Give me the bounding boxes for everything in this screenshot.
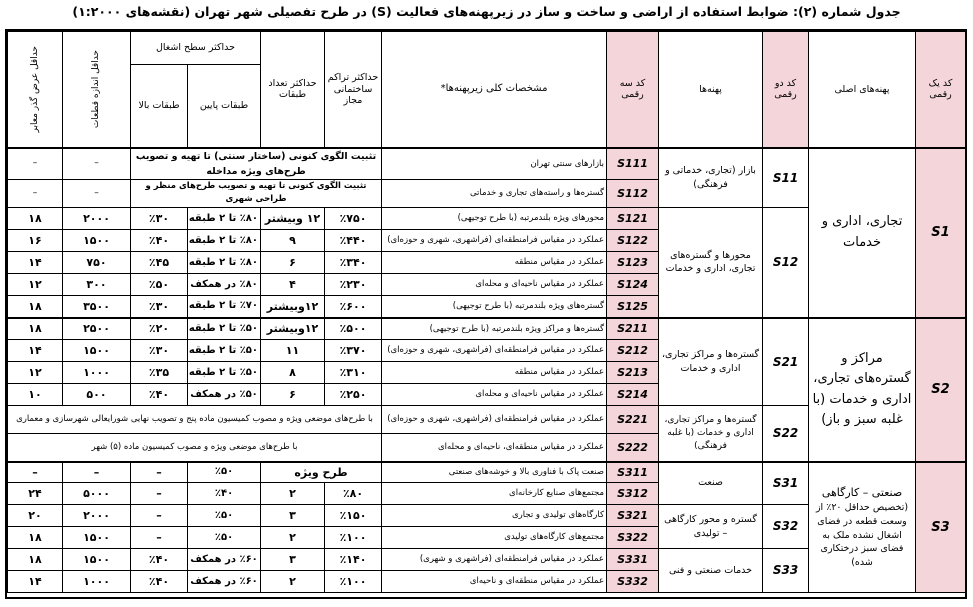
row-code: S214 <box>607 384 659 406</box>
zone-code-s32: S32 <box>763 505 809 549</box>
row-desc: صنعت پاک با فناوری بالا و خوشه‌های صنعتی <box>382 462 607 483</box>
row-lot: ۱۵۰۰ <box>63 340 131 362</box>
row-upper: – <box>131 483 188 505</box>
zone-code-s31: S31 <box>763 462 809 505</box>
row-lot: ۵۰۰ <box>63 384 131 406</box>
row-upper: ٪۳۰ <box>131 340 188 362</box>
row-lot: ۲۰۰۰ <box>63 208 131 230</box>
zone-name-s31: صنعت <box>659 462 763 505</box>
row-lot: – <box>63 148 131 180</box>
row-upper: ٪۳۵ <box>131 362 188 384</box>
row-width: ۱۸ <box>8 296 63 318</box>
row-code: S123 <box>607 252 659 274</box>
row-desc: کارگاه‌های تولیدی و تجاری <box>382 505 607 527</box>
group-code-s3: S3 <box>916 462 966 593</box>
row-desc: عملکرد در مقیاس فرامنطقه‌ای (فراشهری، شهری و حوزه‌ای) <box>382 230 607 252</box>
note-s112: تثبیت الگوی کنونی تا تهیه و تصویب طرح‌های منظر و طراحی شهری <box>131 179 382 207</box>
row-upper: ٪۴۰ <box>131 230 188 252</box>
row-upper: ٪۴۵ <box>131 252 188 274</box>
header-min-width: حداقل عرض گذر معابر <box>8 32 63 148</box>
zone-name-s22: گستره‌ها و مراکز تجاری، اداری و خدمات (با غلبه فرهنگی) <box>659 406 763 462</box>
row-lower: ٪۵۰ <box>188 527 261 549</box>
row-floors: ۳ <box>261 549 325 571</box>
row-desc: عملکرد در مقیاس فرامنطقه‌ای (فراشهری و شهری) <box>382 549 607 571</box>
row-lot: ۲۵۰۰ <box>63 318 131 340</box>
row-floors: ۲ <box>261 527 325 549</box>
row-code: S221 <box>607 406 659 434</box>
row-width: ۱۶ <box>8 230 63 252</box>
header-code3: کد سه رقمی <box>607 32 659 148</box>
zone-code-s33: S33 <box>763 549 809 593</box>
row-code: S121 <box>607 208 659 230</box>
row-code: S211 <box>607 318 659 340</box>
row-lower: ٪۵۰ تا ۲ طبقه <box>188 362 261 384</box>
row-width: ۱۰ <box>8 384 63 406</box>
row-density: ٪۱۰۰ <box>325 527 382 549</box>
header-floors: حداکثر تعداد طبقات <box>261 32 325 148</box>
row-density: ٪۳۴۰ <box>325 252 382 274</box>
row-density: ٪۳۱۰ <box>325 362 382 384</box>
row-width: ۱۸ <box>8 208 63 230</box>
row-width: ۲۰ <box>8 505 63 527</box>
row-desc: عملکرد در مقیاس منطقه‌ای، ناحیه‌ای و محله‌ای <box>382 434 607 462</box>
row-floors: ۲ <box>261 483 325 505</box>
header-min-lot: حداقل اندازه قطعات <box>63 32 131 148</box>
row-lower: ٪۴۰ <box>188 483 261 505</box>
row-code: S332 <box>607 571 659 593</box>
row-desc: محورهای ویژه بلندمرتبه (با طرح توجیهی) <box>382 208 607 230</box>
header-lower-floors: طبقات پایین <box>188 65 261 148</box>
note-s111: تثبیت الگوی کنونی (ساختار سنتی) تا تهیه و تصویب طرح‌های ویژه مداخله <box>131 148 382 180</box>
row-width: ۱۴ <box>8 252 63 274</box>
row-upper: – <box>131 527 188 549</box>
row-lower: ٪۷۰ تا ۲ طبقه <box>188 296 261 318</box>
row-upper: ٪۳۰ <box>131 208 188 230</box>
row-upper: – <box>131 462 188 483</box>
group-cell-s3 <box>809 462 916 593</box>
row-width: ۱۲ <box>8 274 63 296</box>
row-floors: ۲ <box>261 571 325 593</box>
group-name-s2: مراکز و گستره‌های تجاری، اداری و خدمات (با غلبه سبز و باز) <box>809 318 916 462</box>
row-upper: ٪۵۰ <box>131 274 188 296</box>
zone-name-s12: محورها و گستره‌های تجاری، اداری و خدمات <box>659 208 763 318</box>
row-width: ۱۸ <box>8 549 63 571</box>
row-lower: ٪۶۰ در همکف <box>188 571 261 593</box>
row-lower: ٪۵۰ تا ۲ طبقه <box>188 318 261 340</box>
zone-code-s11: S11 <box>763 148 809 208</box>
row-lower: ٪۵۰ <box>188 462 261 483</box>
row-lot: ۲۰۰۰ <box>63 505 131 527</box>
row-lot: ۵۰۰۰ <box>63 483 131 505</box>
row-density: ٪۲۳۰ <box>325 274 382 296</box>
row-lot: ۳۵۰۰ <box>63 296 131 318</box>
row-code: S322 <box>607 527 659 549</box>
row-code: S124 <box>607 274 659 296</box>
header-occupancy: حداکثر سطح اشغال <box>131 32 261 65</box>
row-code: S222 <box>607 434 659 462</box>
row-density: ٪۱۴۰ <box>325 549 382 571</box>
row-upper: ٪۲۰ <box>131 318 188 340</box>
row-desc: گستره‌ها و راسته‌های تجاری و خدماتی <box>382 179 607 207</box>
note-s221: با طرح‌های موضعی ویژه و مصوب کمیسیون ماده پنج و تصویب نهایی شورایعالی شهرسازی و معماری <box>8 406 382 434</box>
note-s222: با طرح‌های موضعی ویژه و مصوب کمیسیون ماده (۵) شهر <box>8 434 382 462</box>
row-desc: عملکرد در مقیاس منطقه <box>382 362 607 384</box>
row-width: – <box>8 462 63 483</box>
row-density: ٪۴۴۰ <box>325 230 382 252</box>
row-desc: مجتمع‌های صنایع کارخانه‌ای <box>382 483 607 505</box>
row-code: S321 <box>607 505 659 527</box>
row-density: ٪۶۰۰ <box>325 296 382 318</box>
group-code-s1: S1 <box>916 148 966 318</box>
row-desc: مجتمع‌های کارگاه‌های تولیدی <box>382 527 607 549</box>
row-floors: ۱۱ <box>261 340 325 362</box>
row-desc: بازارهای سنتی تهران <box>382 148 607 180</box>
row-upper: ٪۴۰ <box>131 384 188 406</box>
row-width: ۱۴ <box>8 340 63 362</box>
row-desc: عملکرد در مقیاس ناحیه‌ای و محله‌ای <box>382 274 607 296</box>
row-desc: عملکرد در مقیاس منطقه‌ای و ناحیه‌ای <box>382 571 607 593</box>
row-floors: ۱۲ وبیشتر <box>261 208 325 230</box>
zone-name-s21: گستره‌ها و مراکز تجاری، اداری و خدمات <box>659 318 763 406</box>
row-lower: ٪۵۰ <box>188 505 261 527</box>
row-lower: ٪۸۰ تا ۲ طبقه <box>188 230 261 252</box>
row-floors: ۹ <box>261 230 325 252</box>
row-width: ۱۲ <box>8 362 63 384</box>
row-width: – <box>8 179 63 207</box>
row-lot: – <box>63 462 131 483</box>
row-width: ۱۴ <box>8 571 63 593</box>
row-lower: ٪۵۰ تا ۲ طبقه <box>188 340 261 362</box>
row-code: S112 <box>607 179 659 207</box>
row-upper: – <box>131 505 188 527</box>
row-density: ٪۳۷۰ <box>325 340 382 362</box>
row-lower: ٪۸۰ تا ۲ طبقه <box>188 252 261 274</box>
row-floors: ۱۲وبیشتر <box>261 296 325 318</box>
row-upper: ٪۳۰ <box>131 296 188 318</box>
row-code: S213 <box>607 362 659 384</box>
row-lower: ٪۵۰ در همکف <box>188 384 261 406</box>
row-desc: گستره‌ها و مراکز ویژه بلندمرتبه (با طرح توجیهی) <box>382 318 607 340</box>
zone-name-s11: بازار (تجاری، خدماتی و فرهنگی) <box>659 148 763 208</box>
row-lot: ۱۵۰۰ <box>63 549 131 571</box>
header-code1: کد یک رقمی <box>916 32 966 148</box>
row-width: ۱۸ <box>8 527 63 549</box>
row-code: S212 <box>607 340 659 362</box>
row-floors: ۸ <box>261 362 325 384</box>
row-width: – <box>8 148 63 180</box>
header-code2: کد دو رقمی <box>763 32 809 148</box>
row-code: S331 <box>607 549 659 571</box>
row-desc: عملکرد در مقیاس فرامنطقه‌ای (فراشهری، شهری و حوزه‌ای) <box>382 406 607 434</box>
zone-code-s22: S22 <box>763 406 809 462</box>
row-lot: ۱۵۰۰ <box>63 230 131 252</box>
note-s311: طرح ویژه <box>261 462 382 483</box>
row-density: ٪۲۵۰ <box>325 384 382 406</box>
row-density: ٪۱۰۰ <box>325 571 382 593</box>
row-code: S111 <box>607 148 659 180</box>
zone-name-s32: گستره و محور کارگاهی – تولیدی <box>659 505 763 549</box>
row-lower: ٪۸۰ تا ۲ طبقه <box>188 208 261 230</box>
row-lot: ۷۵۰ <box>63 252 131 274</box>
page-title: جدول شماره (۲): ضوابط استفاده از اراضی و ساخت و ساز در زیرپهنه‌های فعالیت (S) در طرح تفصیلی شهر تهران (نقشه‌های ۱:۲۰۰۰) <box>72 4 901 19</box>
group-sub-s3: (تخصیص حداقل ۲۰٪ از وسعت قطعه در فضای اشغال نشده ملک به فضای سبز درختکاری شده) <box>815 502 909 569</box>
zone-code-s12: S12 <box>763 208 809 318</box>
regulations-table-frame <box>5 29 967 599</box>
header-upper-floors: طبقات بالا <box>131 65 188 148</box>
row-density: ٪۵۰۰ <box>325 318 382 340</box>
header-zones: پهنه‌ها <box>659 32 763 148</box>
group-name-s1: تجاری، اداری و خدمات <box>809 148 916 318</box>
zone-name-s33: خدمات صنعتی و فنی <box>659 549 763 593</box>
row-density: ٪۷۵۰ <box>325 208 382 230</box>
row-width: ۱۸ <box>8 318 63 340</box>
row-desc: عملکرد در مقیاس فرامنطقه‌ای (فراشهری، شهری و حوزه‌ای) <box>382 340 607 362</box>
row-code: S312 <box>607 483 659 505</box>
zone-code-s21: S21 <box>763 318 809 406</box>
row-floors: ۶ <box>261 252 325 274</box>
row-code: S125 <box>607 296 659 318</box>
row-floors: ۳ <box>261 505 325 527</box>
group-code-s2: S2 <box>916 318 966 462</box>
row-upper: ٪۴۰ <box>131 549 188 571</box>
row-floors: ۶ <box>261 384 325 406</box>
row-floors: ۱۲وبیشتر <box>261 318 325 340</box>
header-main-zones: پهنه‌های اصلی <box>809 32 916 148</box>
group-name-s3: صنعتی – کارگاهی <box>821 485 903 499</box>
row-density: ٪۸۰ <box>325 483 382 505</box>
row-lot: ۳۰۰ <box>63 274 131 296</box>
row-desc: عملکرد در مقیاس ناحیه‌ای و محله‌ای <box>382 384 607 406</box>
row-lower: ٪۸۰ در همکف <box>188 274 261 296</box>
header-general: مشخصات کلی زیرپهنه‌ها* <box>382 32 607 148</box>
row-lot: ۱۰۰۰ <box>63 362 131 384</box>
row-density: ٪۱۵۰ <box>325 505 382 527</box>
row-desc: عملکرد در مقیاس منطقه <box>382 252 607 274</box>
row-width: ۲۴ <box>8 483 63 505</box>
row-lot: ۱۰۰۰ <box>63 571 131 593</box>
row-lower: ٪۶۰ در همکف <box>188 549 261 571</box>
row-code: S311 <box>607 462 659 483</box>
row-desc: گستره‌های ویژه بلندمرتبه (با طرح توجیهی) <box>382 296 607 318</box>
row-lot: – <box>63 179 131 207</box>
row-upper: ٪۴۰ <box>131 571 188 593</box>
row-lot: ۱۵۰۰ <box>63 527 131 549</box>
row-code: S122 <box>607 230 659 252</box>
regulations-table <box>7 31 966 593</box>
row-floors: ۴ <box>261 274 325 296</box>
header-density: حداکثر تراکم ساختمانی مجاز <box>325 32 382 148</box>
